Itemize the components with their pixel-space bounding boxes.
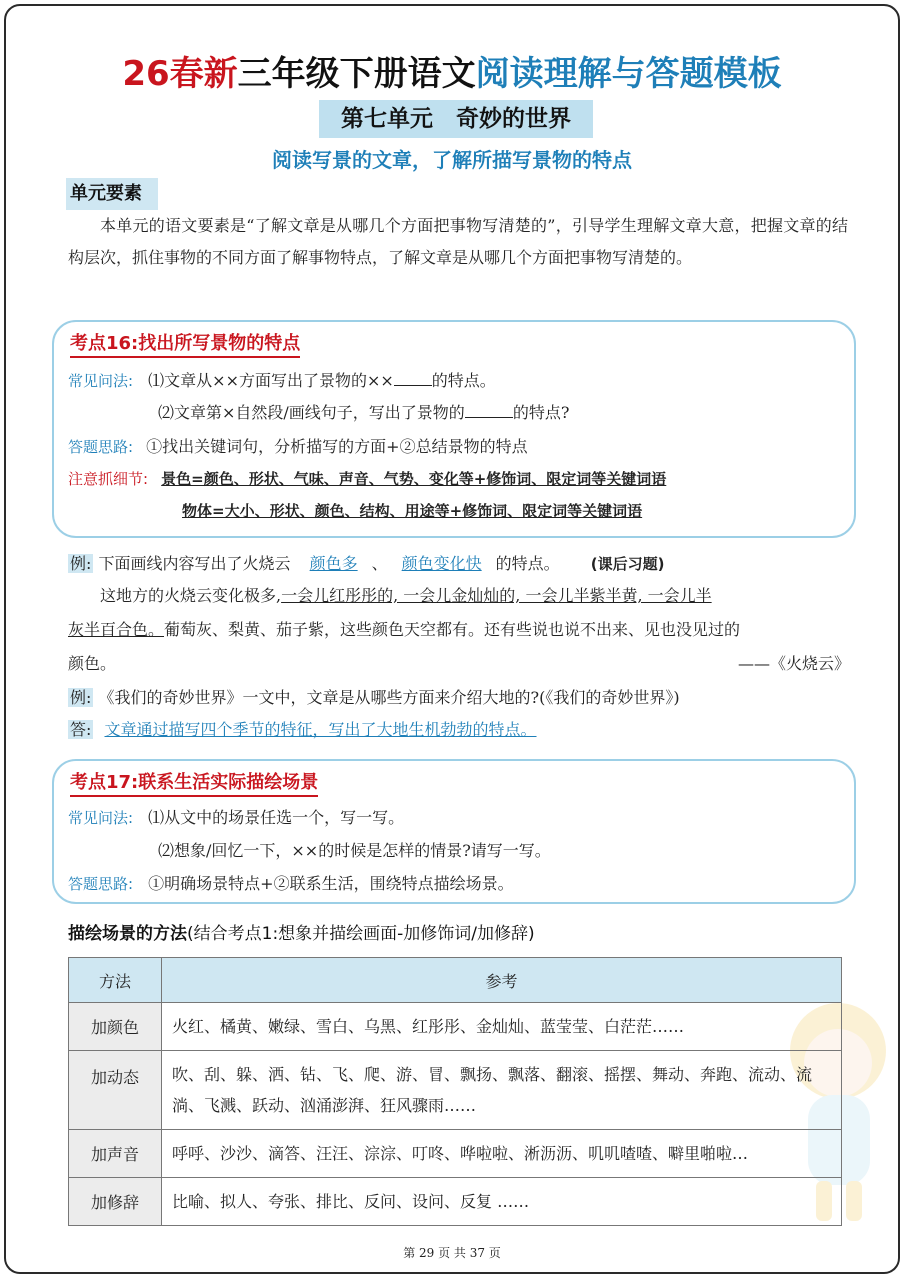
kd17-idea: 答题思路: ①明确场景特点+②联系生活，围绕特点描绘场景。 xyxy=(68,874,514,893)
example2-answer: 答: 文章通过描写四个季节的特征，写出了大地生机勃勃的特点。 xyxy=(70,720,537,739)
unit-title: 第七单元 奇妙的世界 xyxy=(319,100,593,138)
title-part-2: 三年级下册语文 xyxy=(237,54,476,94)
unit-elements-heading: 单元要素 xyxy=(66,178,158,210)
table-row: 加修辞 比喻、拟人、夸张、排比、反问、设问、反复 …… xyxy=(69,1178,842,1226)
methods-table xyxy=(68,957,842,1226)
kd16-title: 考点16:找出所写景物的特点 xyxy=(70,332,300,358)
title-part-3: 阅读理解与答题模板 xyxy=(475,54,782,94)
kd17-box xyxy=(52,759,856,904)
answer-blank xyxy=(465,401,513,418)
table-row: 加声音 呼呼、沙沙、滴答、汪汪、淙淙、叮咚、哗啦啦、淅沥沥、叽叽喳喳、噼里啪啦… xyxy=(69,1130,842,1178)
kd16-note-label: 注意抓细节: xyxy=(68,470,149,488)
kd16-idea-label: 答题思路: xyxy=(68,438,134,456)
example1-source: (课后习题) xyxy=(590,555,665,573)
kd17-q1: 常见问法: ⑴从文中的场景任选一个，写一写。 xyxy=(68,808,405,827)
unit-elements-text: 本单元的语文要素是“了解文章是从哪几个方面把事物写清楚的”，引导学生理解文章大意，把握文章的结构层次，抓住事物的不同方面了解事物特点，了解文章是从哪几个方面把事物写清楚的。 xyxy=(68,216,848,267)
page xyxy=(4,4,900,1274)
answer-blank xyxy=(394,369,432,386)
kd16-box xyxy=(52,320,856,538)
table-row: 加动态 吹、刮、躲、洒、钻、飞、爬、游、冒、飘扬、飘落、翻滚、摇摆、舞动、奔跑、流动、流淌、飞溅、跃动、汹涌澎湃、狂风骤雨…… xyxy=(69,1051,842,1130)
example1-answer-1: 颜色多 xyxy=(309,554,358,573)
kd16-q-label: 常见问法: xyxy=(68,372,134,390)
kd17-q-label: 常见问法: xyxy=(68,809,134,827)
kd16-note-2: 物体=大小、形状、颜色、结构、用途等+修饰词、限定词等关键词语 xyxy=(182,502,643,520)
example1-answer-2: 颜色变化快 xyxy=(401,554,482,573)
page-title xyxy=(6,46,898,95)
kd16-q2: ⑵文章第×自然段/画线句子，写出了景物的 的特点? xyxy=(158,403,570,422)
example2-question: 例: 《我们的奇妙世界》一文中，文章是从哪些方面来介绍大地的?(《我们的奇妙世界》) xyxy=(70,688,680,707)
kd17-idea-label: 答题思路: xyxy=(68,875,134,893)
kd17-title: 考点17:联系生活实际描绘场景 xyxy=(70,771,318,797)
example1-passage-line-1: 这地方的火烧云变化极多,一会儿红彤彤的, 一会儿金灿灿的, 一会儿半紫半黄, 一会儿半 xyxy=(100,586,712,605)
example1-question: 例: 下面画线内容写出了火烧云 颜色多 、 颜色变化快 的特点。 (课后习题) xyxy=(70,554,665,573)
example1-passage-line-3: 颜色。 xyxy=(68,654,117,673)
methods-heading: 描绘场景的方法(结合考点1:想象并描绘画面-加修饰词/加修辞) xyxy=(68,924,535,944)
example1-passage-line-2: 灰半百合色。葡萄灰、梨黄、茄子紫，这些颜色天空都有。还有些说也说不出来、见也没见过的 xyxy=(68,620,741,639)
kd16-q1: 常见问法: ⑴文章从××方面写出了景物的×× 的特点。 xyxy=(68,371,496,390)
example1-citation: ——《火烧云》 xyxy=(738,654,851,673)
kd16-note: 注意抓细节: 景色=颜色、形状、气味、声音、气势、变化等+修饰词、限定词等关键词语 xyxy=(68,470,667,488)
title-part-1: 26春新 xyxy=(122,54,238,94)
kd17-q2: ⑵想象/回忆一下，××的时候是怎样的情景?请写一写。 xyxy=(158,841,551,860)
methods-col-reference: 参考 xyxy=(162,958,842,1003)
example-label: 例: xyxy=(70,688,92,707)
table-row: 加颜色 火红、橘黄、嫩绿、雪白、乌黑、红彤彤、金灿灿、蓝莹莹、白茫茫…… xyxy=(69,1003,842,1051)
answer-label: 答: xyxy=(70,720,92,739)
subtitle: 阅读写景的文章，了解所描写景物的特点 xyxy=(272,148,632,172)
kd16-idea: 答题思路: ①找出关键词句，分析描写的方面+②总结景物的特点 xyxy=(68,437,528,456)
methods-col-method: 方法 xyxy=(69,958,162,1003)
page-number: 第 29 页 共 37 页 xyxy=(403,1246,501,1260)
example-label: 例: xyxy=(70,554,92,573)
